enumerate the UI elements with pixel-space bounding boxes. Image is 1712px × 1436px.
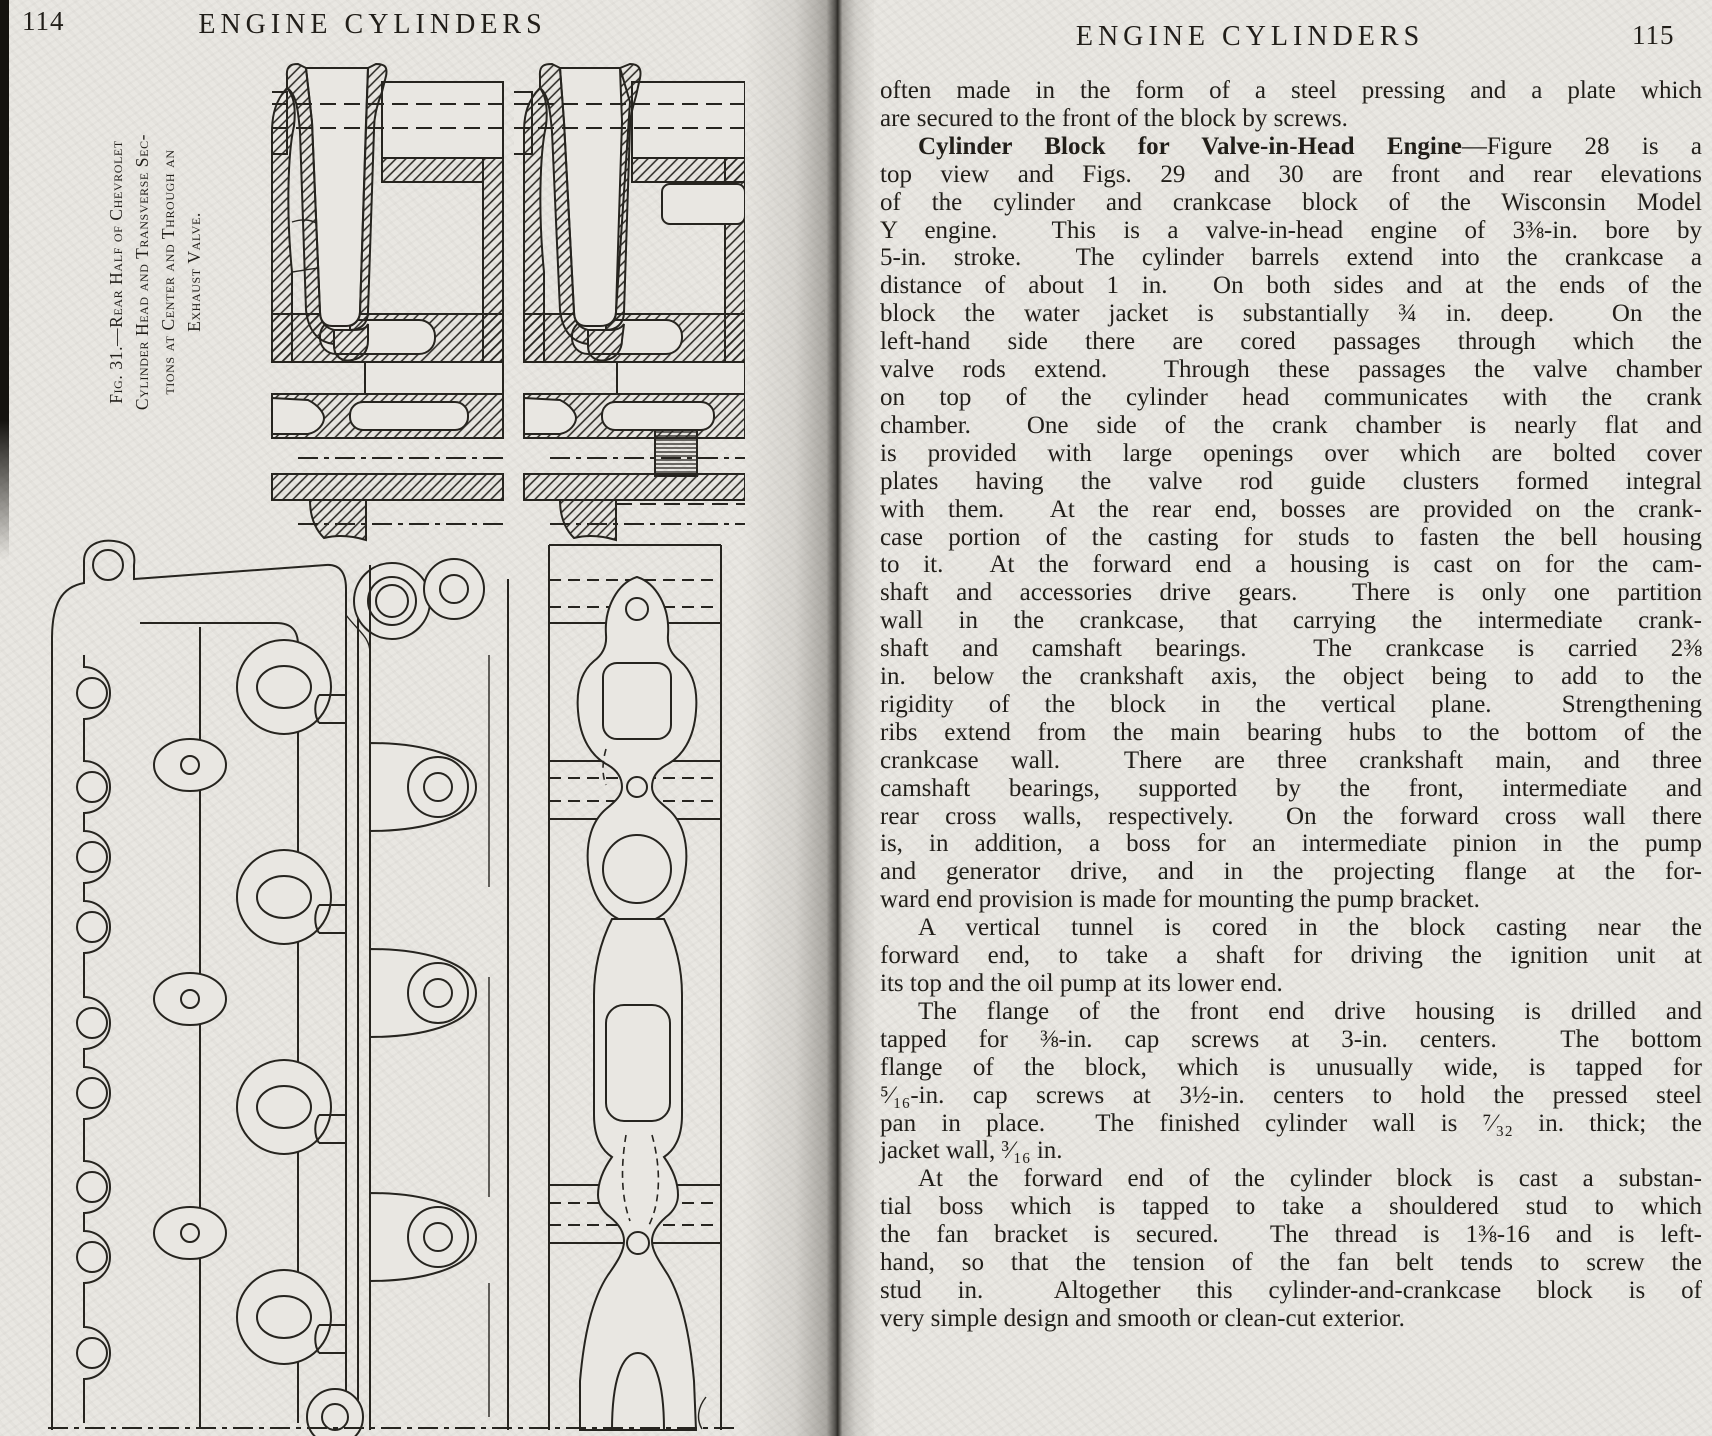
bolt-holes — [77, 678, 107, 1368]
text-line: tial boss which is tapped to take a shouldered stud to which — [880, 1193, 1702, 1221]
text-line: of the cylinder and crankcase block of the Wisconsin Model — [880, 188, 1702, 216]
paragraph-lead: Cylinder Block for Valve-in-Head Engine — [918, 132, 1462, 160]
section-through-exhaust-valve — [272, 64, 503, 540]
text-line: often made in the form of a steel pressing and a plate which — [880, 77, 1702, 104]
text-line: the fan bracket is secured. The thread is 1⅜-16 and is left- — [880, 1221, 1702, 1249]
running-head-right: ENGINE CYLINDERS — [1075, 21, 1425, 52]
text-line: top view and Figs. 29 and 30 are front and rear elevations — [880, 160, 1702, 188]
body-text — [880, 77, 1702, 1333]
text-line: left-hand side there are cored passages through which the — [880, 328, 1702, 356]
text-line: ribs extend from the main bearing hubs to the bottom of the — [880, 718, 1702, 746]
text-line: plates having the valve rod guide clusters formed integral — [880, 467, 1702, 495]
text-line: with them. At the rear end, bosses are provided on the crank- — [880, 495, 1702, 523]
manifold-face-view — [549, 545, 721, 1430]
text-line: on top of the cylinder head communicates with the crank — [880, 383, 1702, 411]
text-line: very simple design and smooth or clean-cut exterior. — [880, 1304, 1405, 1332]
text-line: flange of the block, which is unusually wide, is tapped for — [880, 1053, 1702, 1081]
running-head-left: ENGINE CYLINDERS — [198, 9, 547, 40]
text-line: forward end, to take a shaft for driving the ignition unit at — [880, 942, 1702, 970]
figure-caption — [103, 72, 213, 472]
text-line: stud in. Altogether this cylinder-and-crankcase block is of — [880, 1276, 1702, 1304]
text-line: jacket wall, ³⁄₁₆ in. — [880, 1137, 1063, 1165]
text-line: case portion of the casting for studs to fasten the bell housing — [880, 523, 1702, 551]
text-line: rear cross walls, respectively. On the forward cross wall there — [880, 802, 1702, 830]
text-line: A vertical tunnel is cored in the block casting near the — [918, 914, 1702, 942]
text-line: valve rods extend. Through these passages the valve chamber — [880, 356, 1702, 384]
caption-line: tions at Center and Through an — [158, 149, 178, 395]
scan-mark — [699, 1397, 706, 1429]
page-number-right: 115 — [1632, 20, 1675, 50]
text-line: tapped for ⅜-in. cap screws at 3-in. centers. The bottom — [880, 1025, 1702, 1053]
text-line: Cylinder Block for Valve-in-Head Engine—Figure 28 is a — [918, 132, 1703, 160]
text-line: to it. At the forward end a housing is cast on for the cam- — [880, 551, 1702, 579]
caption-line: Cylinder Head and Transverse Sec- — [132, 133, 152, 411]
text-line: distance of about 1 in. On both sides and at the ends of the — [880, 272, 1702, 300]
section-at-center — [514, 64, 745, 540]
text-line: crankcase wall. There are three crankshaft main, and three — [880, 746, 1702, 774]
text-line: its top and the oil pump at its lower end. — [880, 970, 1283, 997]
page-edge-shadow — [0, 0, 9, 560]
book-gutter — [742, 0, 874, 1436]
spark-plug-bosses — [346, 559, 484, 653]
valve-port-keyholes — [237, 640, 346, 1364]
text-line: wall in the crankcase, that carrying the intermediate crank- — [880, 607, 1702, 635]
figure-31-plan-views — [40, 535, 745, 1436]
text-line: camshaft bearings, supported by the front, intermediate and — [880, 774, 1702, 802]
caption-line: Fig. 31.—Rear Half of Chevrolet — [106, 140, 126, 404]
page-number-left: 114 — [22, 6, 65, 36]
text-line: is, in addition, a boss for an intermediate pinion in the pump — [880, 830, 1702, 858]
text-line: rigidity of the block in the vertical plane. Strengthening — [880, 690, 1702, 718]
text-line: shaft and accessories drive gears. There is only one partition — [880, 579, 1702, 607]
head-edge-view — [370, 565, 508, 1430]
text-line: Y engine. This is a valve-in-head engine of 3⅜-in. bore by — [880, 216, 1702, 244]
caption-line: Exhaust Valve. — [184, 212, 204, 332]
text-line: chamber. One side of the crank chamber is nearly flat and — [880, 411, 1702, 439]
text-line: 5-in. stroke. The cylinder barrels extend into the crankcase a — [880, 244, 1702, 272]
threaded-plug — [655, 430, 697, 476]
text-line: block the water jacket is substantially ¾ in. deep. On the — [880, 300, 1702, 328]
figure-31-section-views — [270, 62, 745, 542]
text-line: and generator drive, and in the projecting flange at the for- — [880, 858, 1702, 886]
text-line: ⁵⁄₁₆-in. cap screws at 3½-in. centers to hold the pressed steel — [880, 1081, 1702, 1109]
text-line: hand, so that the tension of the fan belt tends to screw the — [880, 1249, 1702, 1277]
text-line: in. below the crankshaft axis, the object being to add to the — [880, 663, 1702, 691]
text-line: ward end provision is made for mounting the pump bracket. — [880, 886, 1480, 914]
text-line: At the forward end of the cylinder block is cast a substan- — [918, 1165, 1702, 1193]
text-line: shaft and camshaft bearings. The crankcase is carried 2⅜ — [880, 635, 1702, 663]
text-line: The flange of the front end drive housing is drilled and — [918, 997, 1702, 1025]
text-line: pan in place. The finished cylinder wall is ⁷⁄₃₂ in. thick; the — [880, 1109, 1702, 1137]
text-line: are secured to the front of the block by screws. — [880, 104, 1348, 132]
text-line: is provided with large openings over which are bolted cover — [880, 439, 1702, 467]
